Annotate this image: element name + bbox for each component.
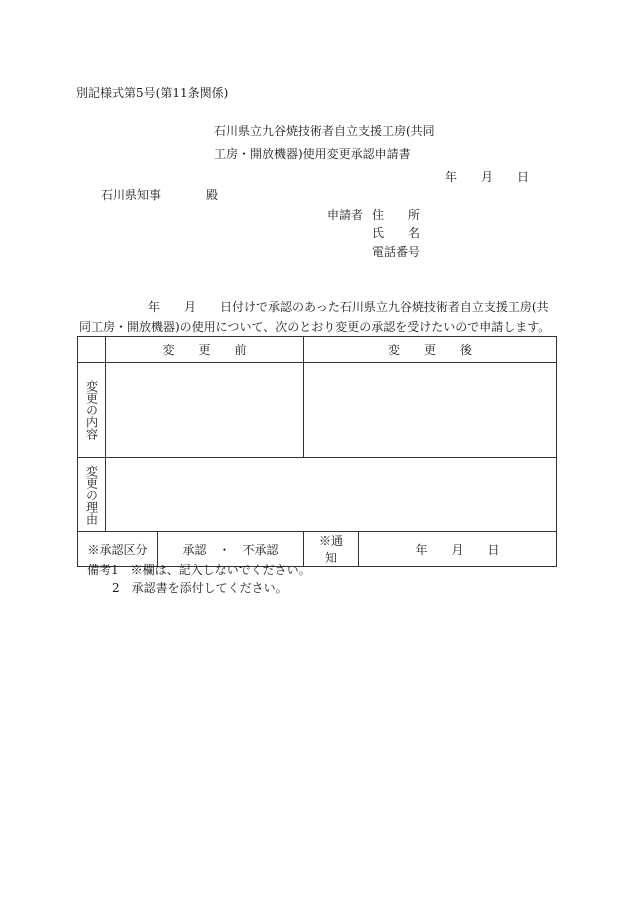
body-text-line2: 同工房・開放機器)の使用について、次のとおり変更の承認を受けたいので申請します。 [79, 320, 551, 334]
form-number: 別記様式第5号(第11条関係) [76, 86, 229, 100]
before-content-field[interactable] [106, 363, 304, 458]
application-date: 年 月 日 [445, 170, 530, 184]
notice-date: 年 月 日 [359, 532, 557, 567]
note-2: 2 承認書を添付してください。 [112, 581, 288, 595]
addressee-suffix: 殿 [206, 188, 219, 202]
approval-options: 承認 ・ 不承認 [158, 532, 304, 567]
phone-label: 電話番号 [372, 245, 421, 259]
notice-label: ※通 知 [304, 532, 359, 567]
note-1: 備考1 ※欄は、記入しないでください。 [87, 563, 311, 577]
header-blank-cell [78, 337, 106, 363]
addressee: 石川県知事 [101, 188, 162, 202]
form-title-line1: 石川県立九谷焼技術者自立支援工房(共同 [214, 124, 435, 138]
after-content-field[interactable] [304, 363, 557, 458]
change-reason-field[interactable] [106, 458, 557, 532]
applicant-label: 申請者 [327, 208, 364, 222]
form-title-line2: 工房・開放機器)使用変更承認申請書 [214, 147, 411, 161]
row-label-change-content: 変更の内容 [84, 380, 99, 440]
name-label: 氏 名 [372, 226, 421, 240]
body-text-line1: 年 月 日付けで承認のあった石川県立九谷焼技術者自立支援工房(共 [148, 300, 549, 314]
row-label-cell-reason [78, 458, 106, 532]
approval-category-label: ※承認区分 [78, 532, 158, 567]
row-label-change-reason: 変更の理由 [84, 464, 99, 525]
change-request-table [77, 336, 557, 567]
address-label: 住 所 [372, 208, 421, 222]
header-after: 変 更 後 [304, 337, 557, 363]
row-label-cell-content [78, 363, 106, 458]
header-before: 変 更 前 [106, 337, 304, 363]
